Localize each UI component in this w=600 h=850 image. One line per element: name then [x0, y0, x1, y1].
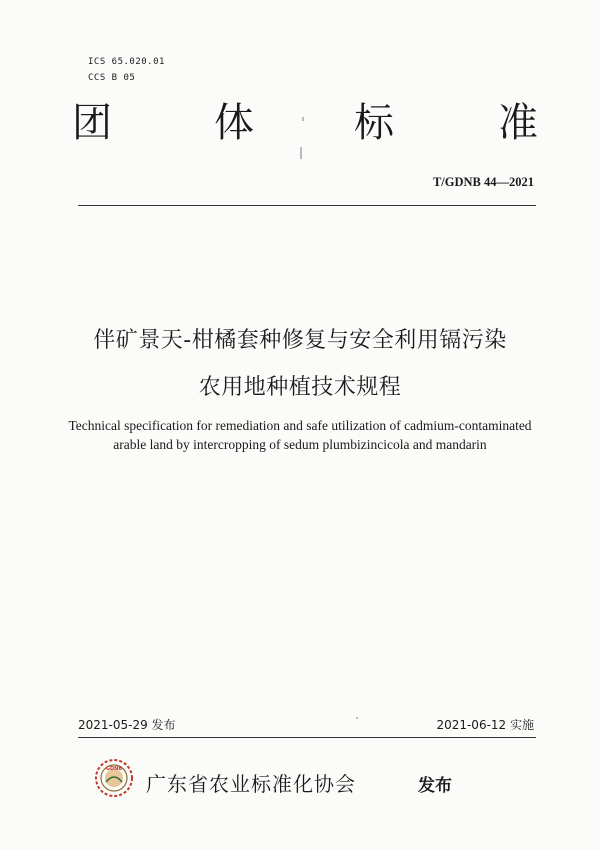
bottom-divider	[78, 737, 536, 738]
implement-date: 2021-06-12 实施	[436, 718, 534, 732]
heading-char: 准	[498, 100, 538, 146]
issue-label: 发布	[418, 776, 452, 796]
publish-date: 2021-05-29 发布	[78, 718, 176, 732]
scan-speck	[300, 147, 302, 159]
scan-speck	[302, 117, 304, 121]
standard-type-heading	[72, 98, 542, 148]
title-cn-line1: 伴矿景天-柑橘套种修复与安全利用镉污染	[93, 328, 507, 353]
title-en-line2: arable land by intercropping of sedum plumbizincicola and mandarin	[113, 437, 487, 452]
heading-char: 体	[214, 100, 254, 146]
logo-text: GDNB	[105, 766, 123, 772]
heading-char: 团	[72, 100, 112, 146]
standard-code: T/GDNB 44—2021	[432, 175, 534, 189]
scan-speck	[356, 717, 358, 719]
ics-code: ICS 65.020.01	[88, 57, 165, 67]
issuing-organization: 广东省农业标准化协会	[146, 772, 356, 796]
top-divider	[78, 205, 536, 206]
ccs-code: CCS B 05	[88, 73, 136, 83]
title-en-line1: Technical specification for remediation and safe utilization of cadmium-contaminated	[68, 418, 532, 433]
heading-char: 标	[354, 100, 394, 146]
title-cn-line2: 农用地种植技术规程	[198, 375, 402, 400]
gdnb-logo-icon	[94, 758, 134, 798]
